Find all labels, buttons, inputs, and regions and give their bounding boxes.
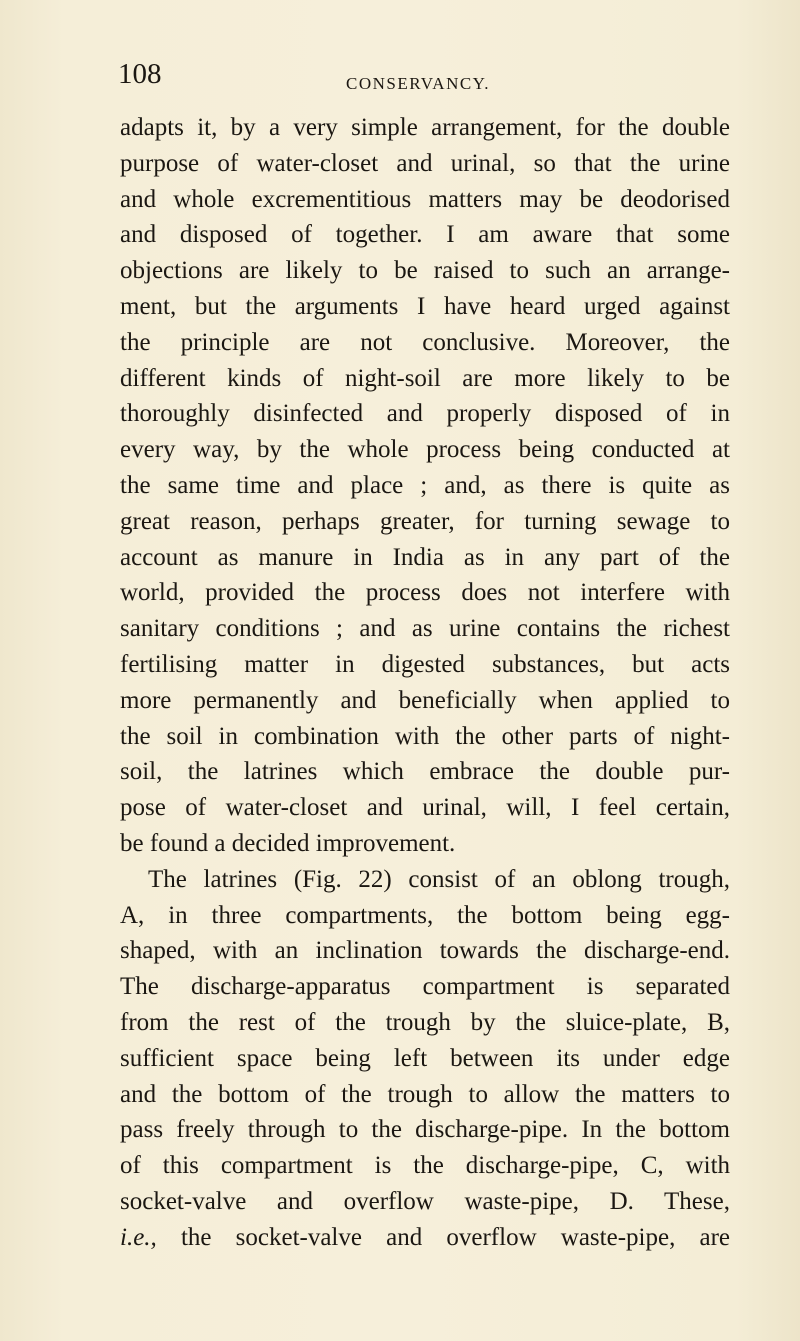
text-line: great reason, perhaps greater, for turning sewage to [120, 507, 730, 535]
text-line: world, provided the process does not interfere with [120, 579, 730, 607]
text-line: more permanently and beneficially when applied to [120, 686, 730, 714]
text-line: thoroughly disinfected and properly disposed of in [120, 400, 730, 428]
marker-c: C, [640, 1152, 664, 1180]
text-line: from the rest of the trough by the sluice-plate, B, [120, 1008, 730, 1036]
text-line: purpose of water-closet and urinal, so that the urine [120, 149, 730, 177]
text-line: and whole excrementitious matters may be deodorised [120, 185, 730, 213]
marker-d: D. [609, 1187, 634, 1215]
page-number: 108 [118, 58, 162, 90]
text-line: account as manure in India as in any part of the [120, 543, 730, 571]
text-line: socket-valve and overflow waste-pipe, D. These, [120, 1187, 730, 1215]
text-line: pass freely through to the discharge-pipe. In the bottom [120, 1116, 730, 1144]
text-line: pose of water-closet and urinal, will, I feel certain, [120, 794, 730, 822]
text-line: shaped, with an inclination towards the discharge-end. [120, 937, 730, 965]
text-line: and disposed of together. I am aware that some [120, 221, 730, 249]
text-line: objections are likely to be raised to such an arrange- [120, 257, 730, 285]
text-line: different kinds of night-soil are more likely to be [120, 364, 730, 392]
text-line: i.e., the socket-valve and overflow waste-pipe, are [120, 1223, 730, 1251]
marker-a: A, [120, 901, 145, 929]
text-line: ment, but the arguments I have heard urged against [120, 292, 730, 320]
marker-ie: i.e., [120, 1223, 157, 1251]
text-line: and the bottom of the trough to allow the matters to [120, 1080, 730, 1108]
text-line: sufficient space being left between its under edge [120, 1044, 730, 1072]
running-head: CONSERVANCY. [346, 74, 491, 93]
body-text [120, 110, 730, 1256]
text-line: every way, by the whole process being conducted at [120, 436, 730, 464]
text-line: A, in three compartments, the bottom being egg- [120, 901, 730, 929]
text-line: adapts it, by a very simple arrangement, for the double [120, 114, 730, 141]
text-line: The discharge-apparatus compartment is separated [120, 973, 730, 1001]
page-header [118, 58, 730, 98]
text-line: the principle are not conclusive. Moreover, the [120, 328, 730, 356]
text-line: be found a decided improvement. [120, 829, 456, 857]
text-line: the same time and place ; and, as there is quite as [120, 471, 730, 499]
text-line: soil, the latrines which embrace the double pur- [120, 758, 730, 786]
text-line: the soil in combination with the other parts of night- [120, 722, 730, 750]
marker-b: B, [707, 1008, 730, 1036]
text-line: of this compartment is the discharge-pipe, C, with [120, 1152, 731, 1180]
text-line: sanitary conditions ; and as urine contains the richest [120, 615, 730, 643]
text-line: fertilising matter in digested substances, but acts [120, 650, 730, 678]
text-line: The latrines (Fig. 22) consist of an oblong trough, [148, 865, 730, 893]
